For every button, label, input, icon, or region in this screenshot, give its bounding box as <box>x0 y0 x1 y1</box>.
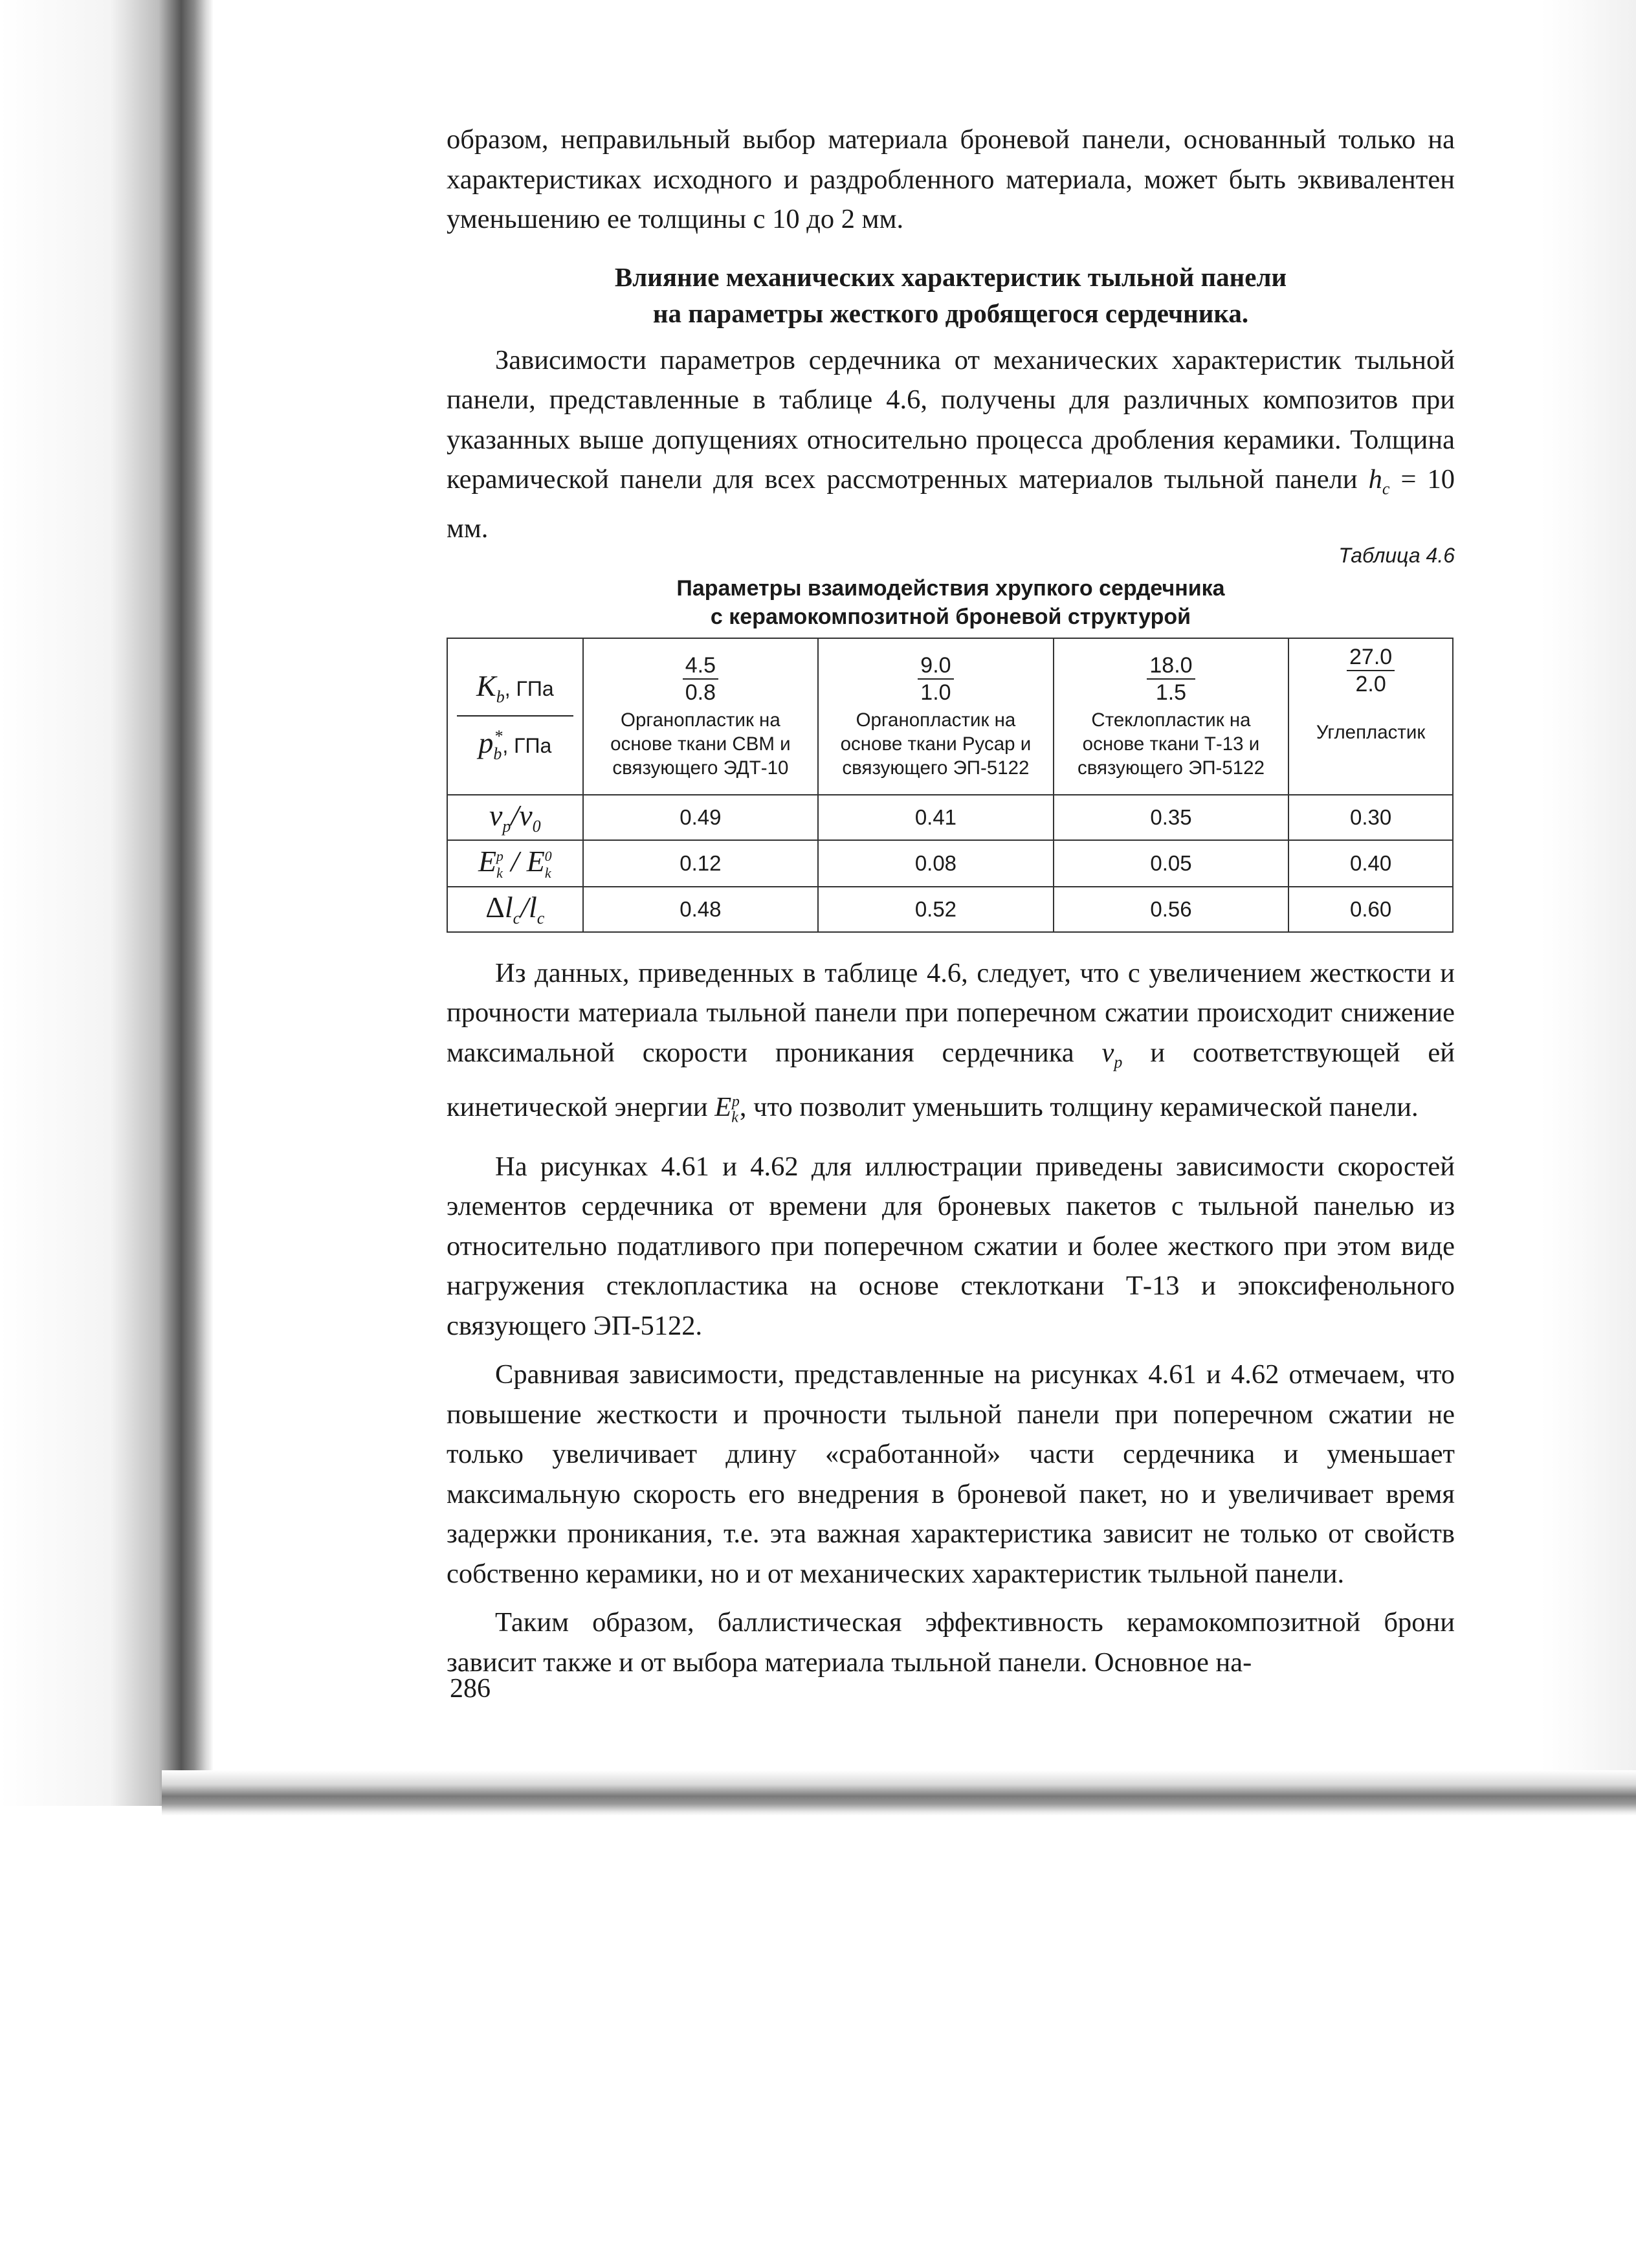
table-caption: Таблица 4.6 <box>1338 543 1455 567</box>
table-header-col-1 <box>583 638 819 795</box>
paragraph-final: Таким образом, баллистическая эффективность керамокомпозитной брони зависит также и от выбора материала тыльной панели. Основное на- <box>447 1607 1455 1678</box>
table-cell: 0.41 <box>818 795 1054 840</box>
section-heading-line-1: Влияние механических характеристик тыльной панели <box>614 261 1287 292</box>
kb-value: 18.0 <box>1147 652 1195 680</box>
table-title-line-2: с керамокомпозитной броневой структурой <box>710 604 1191 629</box>
pb-value: 1.0 <box>920 680 951 705</box>
table-cell: 0.52 <box>818 887 1054 932</box>
material-name: Органопластик на основе ткани СВМ и связующего ЭДТ-10 <box>610 709 791 779</box>
table-cell: 0.49 <box>583 795 819 840</box>
table-row-velocity <box>447 795 1453 840</box>
scan-right-shadow <box>1540 0 1636 1799</box>
table-header-col-4 <box>1288 638 1453 795</box>
kb-value: 4.5 <box>683 652 718 680</box>
scan-bottom-shadow <box>162 1770 1636 1816</box>
table-row-energy <box>447 840 1453 887</box>
material-name: Стеклопластик на основе ткани Т-13 и связующего ЭП-5122 <box>1077 709 1265 779</box>
page-number: 286 <box>450 1674 491 1704</box>
kb-value: 27.0 <box>1347 644 1395 671</box>
pb-value: 1.5 <box>1155 680 1187 705</box>
row-label-energy-ratio: $E_k^p / E_k^0$ <box>447 840 583 887</box>
table-cell: 0.60 <box>1288 887 1453 932</box>
row-label-velocity-ratio: $v_p/v_0$ <box>447 795 583 840</box>
pb-label: $p_b^*$, ГПа <box>478 726 552 763</box>
material-name: Органопластик на основе ткани Русар и связующего ЭП-5122 <box>840 709 1032 779</box>
paragraph-comparison: Сравнивая зависимости, представленные на рисунках 4.61 и 4.62 отмечаем, что повышение жесткости и прочности тыльной панели при поперечном сжатии не только увеличивает длину «сработанной» части сердечника и уменьшает максимальную скорость его внедрения в броневой пакет, но и увеличивает время задержки проникания, т.е. эта важная характеристика зависит не только от свойств собственно керамики, но и от механических характеристик тыльной панели. <box>447 1359 1455 1589</box>
table-cell: 0.40 <box>1288 840 1453 887</box>
paragraph-thickness-text: Зависимости параметров сердечника от механических характеристик тыльной панели, представленные в таблице 4.6, получены для различных композитов при указанных выше допущениях относительно процесса дробления керамики. Толщина керамической панели для всех рассмотренных материалов тыльной панели <box>447 344 1455 495</box>
table-row-length <box>447 887 1453 932</box>
scan-binding-shadow <box>0 0 214 1806</box>
intro-paragraph: образом, неправильный выбор материала броневой панели, основанный только на характеристиках исходного и раздробленного материала, может быть эквивалентен уменьшению ее толщины с 10 до 2 мм. <box>447 124 1455 234</box>
thickness-subscript: c <box>1382 479 1390 498</box>
page-content <box>447 120 1455 1682</box>
pb-value: 0.8 <box>685 680 716 705</box>
thickness-symbol: h <box>1368 464 1382 495</box>
kb-value: 9.0 <box>918 652 953 680</box>
table-cell: 0.08 <box>818 840 1054 887</box>
table-cell: 0.56 <box>1054 887 1289 932</box>
table-header-col-2 <box>818 638 1054 795</box>
kb-label: $K_b$, ГПа <box>457 669 573 716</box>
paragraph-conclusion-table: Из данных, приведенных в таблице 4.6, следует, что с увеличением жесткости и прочности материала тыльной панели при поперечном сжатии происходит снижение максимальной скорости проникания сердечника $v_p$ и соответствующей ей кинетической энергии $E_k^p$, что позволит уменьшить толщину керамической панели. <box>447 957 1455 1126</box>
table-title-line-1: Параметры взаимодействия хрупкого сердечника <box>676 575 1225 601</box>
energy-symbol: $E_k^p$ <box>714 1091 740 1126</box>
table-cell: 0.12 <box>583 840 819 887</box>
paragraph-thickness <box>447 340 1455 549</box>
table-cell: 0.05 <box>1054 840 1289 887</box>
velocity-symbol: $v_p$ <box>1101 1037 1123 1071</box>
table-cell: 0.35 <box>1054 795 1289 840</box>
table-cell: 0.48 <box>583 887 819 932</box>
paragraph-figures: На рисунках 4.61 и 4.62 для иллюстрации приведены зависимости скоростей элементов сердечника от времени для броневых пакетов с тыльной панелью из относительно податливого при поперечном сжатии и более жесткого при этом виде нагружения стеклопластика на основе стеклоткани Т-13 и эпоксифенольного связующего ЭП-5122. <box>447 1151 1455 1341</box>
row-label-length-ratio: $\Delta l_c/l_c$ <box>447 887 583 932</box>
material-name: Углепластик <box>1316 721 1426 743</box>
table-header-ratio <box>447 638 583 795</box>
table-header-col-3 <box>1054 638 1289 795</box>
section-heading-line-2: на параметры жесткого дробящегося сердечника. <box>652 298 1249 328</box>
thickness-value: = 10 мм. <box>447 464 1455 544</box>
parameters-table <box>447 638 1454 933</box>
table-cell: 0.30 <box>1288 795 1453 840</box>
pb-value: 2.0 <box>1355 671 1386 696</box>
